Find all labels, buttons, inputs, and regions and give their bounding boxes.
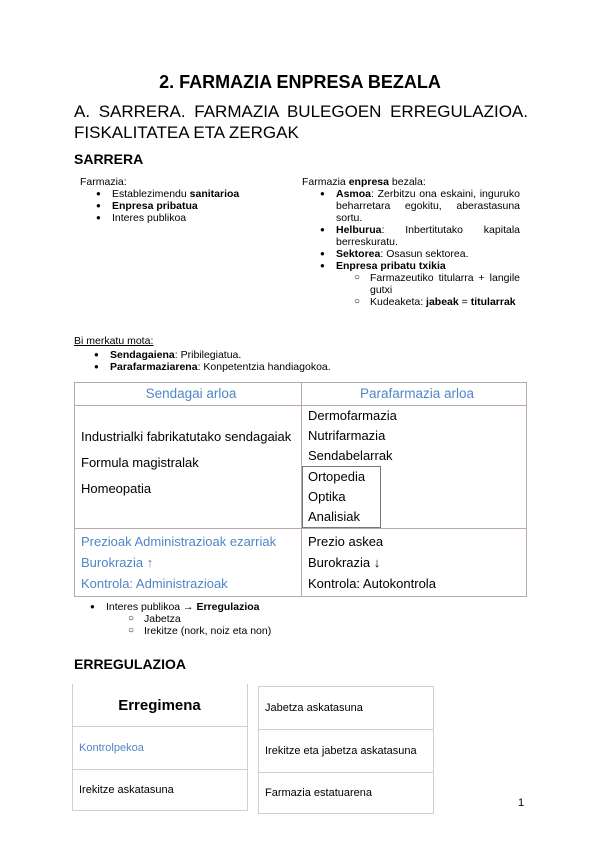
page-number: 1 [518, 797, 525, 809]
table-cell-text: Dermofarmazia [308, 408, 397, 423]
list-item: ● Helburua: Inbertitutako kapitala berreskuratu. [310, 224, 520, 248]
table-cell: Irekitze eta jabetza askatasuna [259, 730, 434, 773]
table-cell-text: Formula magistralak [81, 455, 199, 470]
list-item: ● Sendagaiena: Pribilegiatua. [84, 349, 474, 361]
table-cell [75, 529, 302, 597]
table-cell: Irekitze askatasuna [73, 770, 248, 811]
left-column [80, 176, 280, 224]
list-item: ● Interes publikoa → Erregulazioa [80, 601, 380, 613]
table-cell-text: Sendabelarrak [308, 448, 393, 463]
table-cell-text: Burokrazia ↑ [81, 555, 154, 570]
table-cell-text: Homeopatia [81, 481, 152, 496]
table-cell-text: Analisiak [308, 509, 361, 524]
table-cell: Kontrolpekoa [73, 727, 248, 770]
table-cell-text: Prezioak Administrazioak ezarriak [81, 534, 277, 549]
page-title: 2. FARMAZIA ENPRESA BEZALA [159, 72, 441, 92]
table-cell-text: Burokrazia ↓ [308, 555, 381, 570]
table-cell: Jabetza askatasuna [259, 687, 434, 730]
boxed-group [302, 466, 381, 528]
table-cell: Erregimena [73, 684, 248, 727]
table-header: Parafarmazia arloa [302, 383, 527, 406]
table-cell-text: Prezio askea [308, 534, 384, 549]
table-cell: Farmazia estatuarena [259, 773, 434, 814]
markets-table [74, 382, 527, 597]
heading-erregulazioa: ERREGULAZIOA [74, 656, 186, 672]
sub-list-item: ○ Irekitze (nork, noiz eta non) [126, 625, 380, 637]
markets-block [74, 335, 474, 373]
table-cell [302, 406, 527, 529]
table-cell [302, 529, 527, 597]
regulation-left-table [72, 684, 248, 811]
markets-label: Bi merkatu mota: [74, 335, 154, 347]
list-item: ● Enpresa pribatu txikia [310, 260, 520, 272]
sub-list-item: ○ Jabetza [126, 613, 380, 625]
table-cell-text: Ortopedia [308, 469, 366, 484]
sub-list-item: ○ Farmazeutiko titularra + langile gutxi [352, 272, 520, 296]
heading-sarrera: SARRERA [74, 151, 144, 167]
list-item: ● Parafarmaziarena: Konpetentzia handiagokoa. [84, 361, 474, 373]
list-item: ● Enpresa pribatua [86, 200, 280, 212]
right-intro: Farmazia enpresa bezala: [302, 176, 426, 188]
list-item: ● Interes publikoa [86, 212, 280, 224]
list-item: ● Establezimendu sanitarioa [86, 188, 280, 200]
list-item: ● Sektorea: Osasun sektorea. [310, 248, 520, 260]
left-intro: Farmazia: [80, 176, 127, 188]
table-cell-text: Kontrola: Autokontrola [308, 576, 436, 591]
right-column [302, 176, 520, 308]
table-header: Sendagai arloa [75, 383, 302, 406]
list-item: ● Asmoa: Zerbitzu ona eskaini, inguruko beharretara egokitu, aberastasuna sortu. [310, 188, 520, 224]
table-cell-text: Nutrifarmazia [308, 428, 386, 443]
regulation-right-table [258, 686, 434, 814]
table-cell-text: Industrialki fabrikatutako sendagaiak [81, 429, 292, 444]
table-cell-text: Optika [308, 489, 346, 504]
after-table-block [80, 601, 380, 637]
section-subtitle: A. SARRERA. FARMAZIA BULEGOEN ERREGULAZIOA. FISKALITATEA ETA ZERGAK [74, 102, 528, 142]
sub-list-item: ○ Kudeaketa: jabeak = titularrak [352, 296, 520, 308]
table-cell [75, 406, 302, 529]
table-cell-text: Kontrola: Administrazioak [81, 576, 228, 591]
